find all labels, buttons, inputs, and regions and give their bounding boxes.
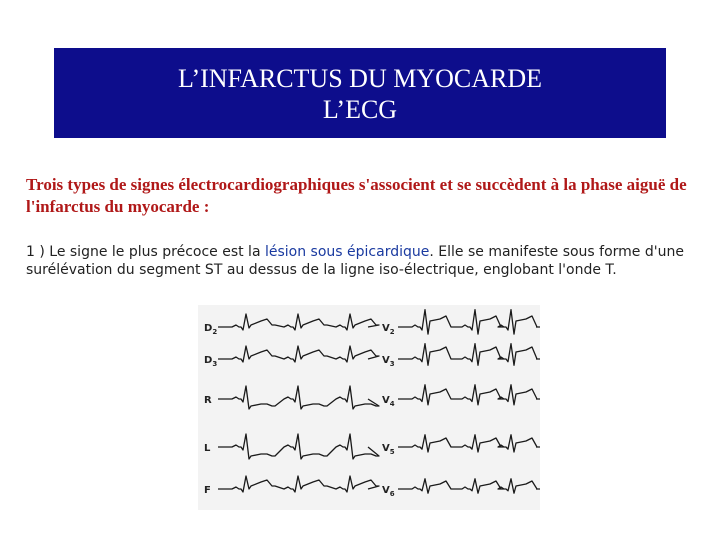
point-1-prefix: 1 ) Le signe le plus précoce est la <box>26 244 265 260</box>
title-line-2: L’ECG <box>322 95 398 124</box>
title-banner <box>54 48 666 138</box>
ecg-figure <box>198 305 540 510</box>
ecg-tracings <box>198 305 540 510</box>
lead-label-right-0: $V_2$ <box>382 323 395 336</box>
ecg-trace-left-1 <box>218 346 379 362</box>
title-line-1: L’INFARCTUS DU MYOCARDE <box>177 64 543 93</box>
point-1-paragraph <box>26 243 706 279</box>
ecg-trace-right-1 <box>398 344 540 366</box>
lead-label-right-3: $V_5$ <box>382 443 395 456</box>
lead-label-left-3: L <box>204 443 211 454</box>
lead-label-right-1: $V_3$ <box>382 355 395 368</box>
ecg-trace-left-2 <box>218 386 379 409</box>
ecg-trace-right-3 <box>398 435 540 452</box>
lead-label-right-4: $V_6$ <box>382 485 395 498</box>
intro-paragraph: Trois types de signes électrocardiographiques s'associent et se succèdent à la phase aiguë de l'infarctus du myocarde : <box>26 175 687 216</box>
ecg-trace-right-2 <box>398 385 540 405</box>
point-1-highlight: lésion sous épicardique <box>264 244 430 260</box>
point-1-suffix: . Elle se manifeste sous forme d'une surélévation du segment ST au dessus de la ligne iso-électrique, englobant l'onde T. <box>26 244 684 278</box>
lead-label-left-4: F <box>204 485 211 496</box>
ecg-trace-right-4 <box>398 479 540 493</box>
ecg-trace-left-3 <box>218 434 379 459</box>
ecg-trace-right-0 <box>398 310 540 334</box>
lead-label-left-0: $D_2$ <box>204 323 218 336</box>
ecg-trace-left-4 <box>218 476 379 492</box>
lead-label-right-2: $V_4$ <box>382 395 395 408</box>
lead-label-left-2: R <box>204 395 212 406</box>
lead-label-left-1: $D_3$ <box>204 355 218 368</box>
ecg-trace-left-0 <box>218 314 379 330</box>
